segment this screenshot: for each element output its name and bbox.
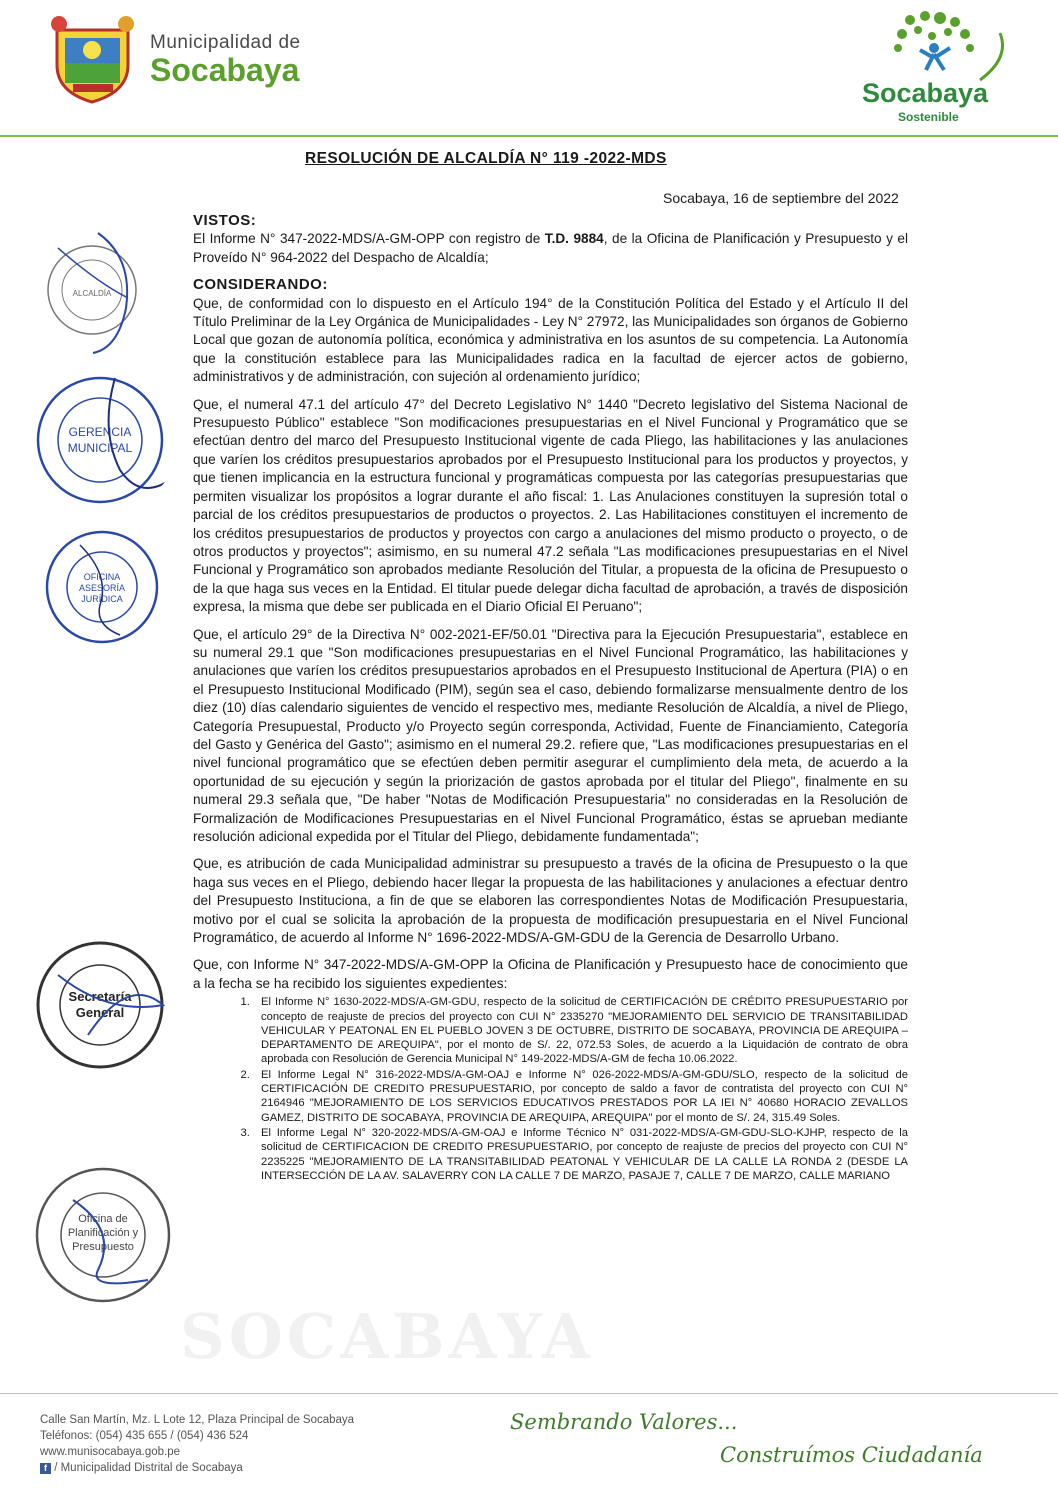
stamp-text: General [75,1005,125,1020]
footer-facebook-label: / Municipalidad Distrital de Socabaya [54,1462,243,1474]
stamp-text: GERENCIA [68,425,132,439]
resolution-title: RESOLUCIÓN DE ALCALDÍA N° 119 -2022-MDS [305,150,667,167]
considerando-paragraph: Que, el artículo 29° de la Directiva N° 002-2021-EF/50.01 "Directiva para la Ejecución Presupuestaria", establece en su numeral 29.1 que "Son modificaciones presupuestarias en el Nivel Funcional Programático, las habilitaciones y anulaciones que varíen los créditos presupuestarios aprobados en el Presupuesto Institucional de Apertura (PIA) o en el Presupuesto Institucional Modificado (PIM), según sea el caso, debiendo formalizarse mensualmente dentro de los diez (10) días calendario siguientes de vencido el respectivo mes, mediante Resolución de Alcaldía, a nivel de Pliego, Categoría Presupuestal, Producto y/o Proyecto según corresponda, Actividad, Fuente de Financiamiento, Categoría del Gasto y Genérica del Gasto"; asimismo en el numeral 29.2. refiere que, "Las modificaciones presupuestarias en el nivel funcional programático que se efectúen deben permitir asegurar el cumplimiento dela meta, de acuerdo a la oportunidad de su ejecución y según la priorización de gastos aprobada por el titular del Pliego", finalmente en su numeral 29.3 señala que, "De haber "Notas de Modificación Presupuestaria" no consideradas en la Resolución de Formalización de Modificaciones Presupuestarias en el Nivel Funcional Programático, éstas se aprueban mediante resolución adicional expedida por el Titular del Pliego, debidamente fundamentada"; [193,626,908,844]
stamp-text: Presupuesto [72,1241,134,1253]
vistos-td-number: T.D. 9884 [544,231,604,247]
alcaldia-stamp [38,228,146,358]
tree-figure-icon [850,8,1025,88]
considerando-paragraph: Que, con Informe N° 347-2022-MDS/A-GM-OPP la Oficina de Planificación y Presupuesto hace de conocimiento que a la fecha se ha recibido los siguientes expedientes: [193,957,908,991]
gerencia-municipal-stamp [30,370,180,510]
stamp-text: Planificación y [67,1227,139,1239]
list-item: 2. El Informe Legal N° 316-2022-MDS/A-GM-OAJ e Informe N° 026-2022-MDS/A-GM-GDU/SLO, respecto de la solicitud de CERTIFICACIÓN DE CREDITO PRESUPUESTARIO, por concepto de saldo a favor de contratista del proyecto con CUI N° 2164946 "MEJORAMIENTO DE LOS SERVICIOS EDUCATIVOS PRESTADOS POR LA IEI N° 40680 HORACIO ZEVALLOS GAMEZ, DISTRITO DE SOCABAYA, PROVINCIA DE AREQUIPA, AREQUIPA" por el monto de S/. 24, 315.49 Soles. [253,1068,908,1125]
org-line2: Socabaya [150,52,300,88]
footer-address: Calle San Martín, Mz. L Lote 12, Plaza Principal de Socabaya [40,1414,355,1426]
org-line1: Municipalidad de [150,32,301,53]
expedientes-list [193,995,908,1183]
footer-facebook[interactable] [40,1460,354,1476]
considerando-paragraph: Que, el numeral 47.1 del artículo 47° del Decreto Legislativo N° 1440 "Decreto legislativo del Sistema Nacional de Presupuesto Público" establece "Son modificaciones presupuestarias en el Nivel Funcional y Programático que se efectúan dentro del marco del Presupuesto Institucional vigente de cada Pliego, las habilitaciones y las anulaciones que varíen los créditos presupuestarios aprobados por el Presupuesto Institucional para los productos y proyectos, y que tienen implicancia en la estructura funcional y programáticas compuesta por las categorías presupuestarias que permiten visualizar los propósitos a lograr durante el año fiscal: 1. Las Anulaciones constituyen la supresión total o parcial de los créditos presupuestarios de productos o proyectos. 2. Las Habilitaciones constituyen el incremento de los créditos presupuestarios de productos y proyectos con cargo a anulaciones del mismo producto o proyecto, o de otros productos y proyectos"; asimismo, en su numeral 47.2 señala "Las modificaciones presupuestarias en el Nivel Funcional y Programático son aprobados mediante Resolución del Titular, a propuesta de la oficina de Presupuesto o de la que haga sus veces en la Entidad. El titular puede delegar dicha facultad de aprobación, a través de disposición expresa, la misma que debe ser publicada en el Diario Oficial El Peruano"; [193,396,908,615]
footer-phones: Teléfonos: (054) 435 655 / (054) 436 524 [40,1430,249,1442]
footer-divider [0,1393,1058,1394]
list-item: 1. El Informe N° 1630-2022-MDS/A-GM-GDU, respecto de la solicitud de CERTIFICACIÓN DE CRÉDITO PRESUPUESTARIO por concepto de reajuste de precios del proyecto con CUI N° 2335270 "MEJORAMIENTO DEL SERVICIO DE TRANSITABILIDAD VEHICULAR Y PEATONAL EN EL PUEBLO JOVEN 3 DE OCTUBRE, DISTRITO DE SOCABAYA, PROVINCIA DE AREQUIPA – DEPARTAMENTO DE AREQUIPA", por el monto de S/. 22, 072.53 Soles, de acuerdo a la Liquidación de contrato de obra aprobada con Resolución de Gerencia Municipal N° 149-2022-MDS/A-GM de fecha 10.06.2022. [253,995,908,1066]
stamp-text: ALCALDÍA [72,289,112,298]
logo-title: Socabaya [862,78,989,108]
facebook-icon: f [40,1463,51,1474]
asesoria-juridica-stamp [40,525,165,650]
header-divider [0,135,1058,137]
stamp-text: ASESORÍA [78,583,126,593]
vistos-paragraph [193,230,908,267]
document-body [193,212,908,1184]
footer-contact [40,1412,354,1476]
stamp-text: OFICINA [83,572,121,582]
stamp-text: Oficina de [78,1213,128,1225]
slogan-line1: Sembrando Valores... [510,1410,738,1434]
municipal-crest-icon [45,10,140,105]
planificacion-presupuesto-stamp [28,1160,178,1310]
list-item: 3. El Informe Legal N° 320-2022-MDS/A-GM-OAJ e Informe Técnico N° 031-2022-MDS/A-GM-GDU-SLO-KJHP, respecto de la solicitud de CERTIFICACION DE CREDITO PRESUPUESTARIO, por concepto de reajuste de precios del proyecto con CUI N° 2235225 "MEJORAMIENTO DE LA TRANSITABILIDAD PEATONAL Y VEHICULAR DE LA CALLE LA RONDA 2 (DESDE LA INTERSECCIÓN DE LA AV. SALAVERRY CON LA CALLE 7 DE MARZO, PASAJE 7, CALLE 7 DE MARZO, CALLE MARIANO [253,1126,908,1183]
vistos-text-a: El Informe N° 347-2022-MDS/A-GM-OPP con registro de [193,231,545,247]
vistos-heading: VISTOS: [193,212,257,229]
letterhead [0,0,1058,135]
considerando-heading: CONSIDERANDO: [193,276,328,294]
secretaria-general-stamp [28,935,178,1075]
stamp-text: JURÍDICA [81,594,123,604]
socabaya-watermark: SOCABAYA [180,1300,595,1373]
municipality-name [150,32,301,89]
considerando-paragraph: Que, de conformidad con lo dispuesto en el Artículo 194° de la Constitución Política del Estado y el Artículo II del Título Preliminar de la Ley Orgánica de Municipalidades - Ley N° 27972, las Municipalidades son órganos de Gobierno Local que gozan de autonomía política, económica y administrativa en los asuntos de su competencia. La Autonomía que la constitución establece para las Municipalidades radica en la facultad de ejercer actos de gobierno, administrativos y de administración, con sujeción al ordenamiento jurídico; [193,295,908,385]
considerando-paragraph: Que, es atribución de cada Municipalidad administrar su presupuesto a través de la oficina de Presupuesto o la que haga sus veces en el Pliego, debiendo hacer llegar la propuesta de las habilitaciones y anulaciones a efectuar dentro del Presupuesto Instituciona, a fin de que se elaboren las correspondientes Notas de Modificación Presupuestaria, motivo por el cual se solicita la aprobación de la propuesta de modificación presupuestaria en el Nivel Funcional Programático, de acuerdo al Informe N° 1696-2022-MDS/A-GM-GDU de la Gerencia de Desarrollo Urbano. [193,856,908,946]
slogan-line2: Construímos Ciudadanía [720,1443,983,1467]
logo-subtitle: Sostenible [898,110,959,124]
vistos-text-b: , de la Oficina de Planificación y Presupuesto y el Proveído N° 964-2022 del Despacho de Alcaldía; [193,231,909,265]
stamp-text: MUNICIPAL [67,441,133,455]
socabaya-sostenible-logo [850,8,1025,128]
footer-website[interactable]: www.munisocabaya.gob.pe [40,1446,180,1458]
stamp-text: Secretaría [68,989,132,1004]
resolution-date: Socabaya, 16 de septiembre del 2022 [663,190,899,206]
